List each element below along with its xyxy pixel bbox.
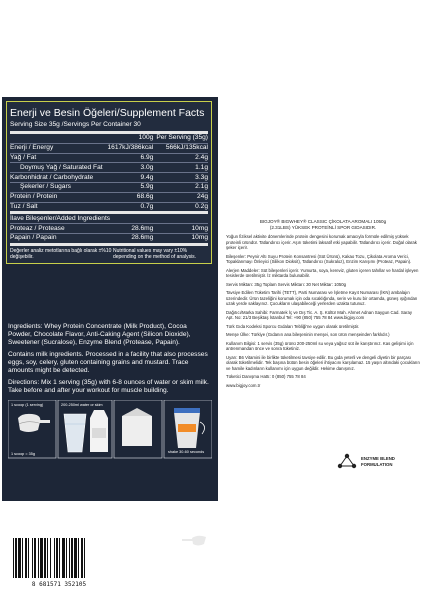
enzyme-blend-badge	[335, 450, 415, 476]
serving-tr-text: Servis Miktarı: 35g Toplam Servis Miktarı: 30 Net Miktar: 1050g	[226, 281, 347, 287]
serving-info: Serving Size 35g /Servings Per Container 30	[10, 121, 141, 128]
usage-illustration	[8, 400, 212, 460]
milk-carton-icon	[90, 410, 108, 452]
small-scoop-icon	[178, 532, 212, 548]
ingredients-block	[8, 323, 212, 399]
table-row: Enerji / Energy 1617kJ/386kcal 566kJ/135kcal	[10, 144, 208, 152]
regulation-text: Türk Gıda Kodeksi Sporcu Gıdaları Tebliği'ne uygun olarak üretilmiştir.	[226, 323, 360, 329]
footnote-en: Nutritional values may vary ±10% depending on the method of analysis.	[112, 247, 197, 260]
distributor-text: Dağıtıcı/Marka Sahibi: Farmatek İç ve Dış Tic. A. Ş. Kültür Mah. Ahmet Adnan Saygun Cad. Saray Apt. No: 21/3 Beşiktaş İstanbul Tel: +90 (850) 755 78 84 www.bigjoy.com	[226, 309, 413, 320]
badge-text: ENZYME BLEND FORMULATION	[361, 456, 395, 467]
water-glass-icon	[64, 414, 86, 452]
water-label: 200-250ml water or skim	[61, 403, 103, 407]
barcode-digits: 8 681571 352105	[31, 581, 87, 588]
usage-tr-text: Kullanım Bilgisi: 1 servis (35g) ürünü 200-250ml su veya yağsız süt ile karıştırınız. Kas gelişimi için antrenmandan önce ve sonra tüketiniz.	[226, 340, 414, 351]
table-header-row	[10, 133, 208, 144]
barcode-graphic	[7, 535, 111, 583]
table-row: Proteaz / Protease 28.6mg 10mg	[10, 224, 208, 232]
nutrition-table	[10, 131, 208, 243]
allergen-text: Contains milk ingredients. Processed in a facility that also processes eggs, soy, celery, gluten containing grains and mustard. Trace amounts might be detected.	[8, 351, 208, 374]
table-row: Tuz / Salt 0.7g 0.2g	[10, 202, 208, 213]
table-row: Şekerler / Sugars 5.9g 2.1g	[10, 182, 208, 192]
table-row: Protein / Protein 68.6g 24g	[10, 193, 208, 201]
storage-text: Tavsiye Edilen Tüketim Tarihi (TETT), Parti Numarası ve İşletme Kayıt Numarası (İKN) ambalajın üzerindedir. Ürün tazeliğini korumak için oda sıcaklığında, serin ve kuru bir ortamda, güneş ışığından uzak yerde saklayınız. Çocukların ulaşabileceği yerlerden uzakta tutunuz.	[226, 290, 418, 306]
flavor-label: CHOCOLATE FLAVOR	[114, 535, 153, 550]
shake-label: shake 30-60 seconds	[168, 450, 205, 454]
molecule-icon	[335, 450, 359, 474]
allergen-tr-text: Alerjen Maddeler: Süt bileşenleri içerir. Yumurta, soya, kereviz, gluten içeren tahıllar ve hardal işleyen tesislerde üretilmiştir. İz miktarda bulunabilir.	[226, 267, 419, 278]
net-weight: NET WT 2.31LBS (1050G)	[114, 567, 163, 582]
facts-title: Enerji ve Besin Öğeleri/Supplement Facts	[10, 107, 205, 119]
mixing-glass-icon	[122, 408, 152, 446]
supplement-facts-box	[6, 101, 212, 264]
col-serving: Per Serving (35g)	[156, 134, 208, 142]
table-row: Yağ / Fat 6.9g 2.4g	[10, 153, 208, 161]
scoop-icon	[18, 414, 50, 432]
added-ingredients-header: İlave Bileşenler/Added Ingredients	[10, 213, 208, 224]
scoop-included-note: Kutu içindeki ölçek miktarı... scoop included.	[178, 532, 212, 563]
warning-text: Uyarı: B6 Vitamini ile birlikte tüketilmesi tavsiye edilir. Bu gıda yeterli ve dengeli diyetin bir parçası olarak tüketilmelidir. Tek başına bütün besin öğeleri ihtiyacını karşılamaz. 15 yaşın altındaki çocukların ve hamile kadınların kullanımı için uygun değildir. Hekime danışınız.	[226, 354, 420, 371]
col-100g: 100g	[105, 133, 156, 144]
origin-text: Menşe Ülke: Türkiye (Gıdanın ana bileşeninin menşei, son ürün menşeinden farklıdır.)	[226, 332, 390, 337]
scoop-equivalent: 1 scoop = 35g	[11, 452, 35, 456]
footnote-tr: Değerler analiz metotlarına bağlı olarak ±%10 değişebilir.	[10, 247, 112, 260]
description-text: Yoğun fiziksel aktivite dönemlerinde protein dengesini korumak amacıyla formüle edilmiş yüksek proteinli üründür. Tatlandırıcı içerir. Aşırı tüketimi laksatif etki yapabilir. Tatlandırıcı içerir. Doğal olarak şeker içerir.	[226, 234, 417, 250]
consumer-line: Tüketici Danışma Hattı: 0 (850) 755 78 84	[226, 374, 306, 379]
components-text: Bileşenler: Peynir Altı Suyu Protein Konsantresi (Süt Ürünü), Kakao Tozu, Çikolata Aroma Verici, Topaklanmayı Önleyici (Silikon Dioksit), Tatlandırıcı (Sukraloz), Enzim Karışımı (Proteaz, Papain).	[226, 253, 412, 264]
directions-text: Directions: Mix 1 serving (35g) with 6-8 ounces of water or skim milk. Take before and after your workout for muscle building.	[8, 379, 209, 394]
shaker-bottle-icon	[174, 408, 205, 448]
label-left-panel	[2, 97, 218, 588]
scoop-label: 1 scoop (1 serving)	[11, 403, 44, 407]
facts-footnote	[10, 243, 208, 260]
turkish-label-text	[226, 219, 420, 391]
barcode	[7, 535, 111, 591]
table-row: Karbonhidrat / Carbohydrate 9.4g 3.3g	[10, 173, 208, 181]
website-text: www.bigjoy.com.tr	[226, 382, 261, 388]
table-row: Papain / Papain 28.6mg 10mg	[10, 234, 208, 242]
ingredients-text: Ingredients: Whey Protein Concentrate (Milk Product), Cocoa Powder, Chocolate Flavor, Anti-Caking Agent (Silicon Dioxide), Sweetener (Sucralose), Enzyme Blend (Protease, Papain).	[8, 323, 191, 346]
table-row: Doymuş Yağ / Saturated Fat 3.0g 1.1g	[10, 163, 208, 173]
product-title: BIGJOY® BIGWHEY® CLASSIC ÇİKOLATA AROMALI 1050g (2.31LBS) YÜKSEK PROTEİNLİ SPOR GIDASIDIR.	[259, 219, 387, 230]
